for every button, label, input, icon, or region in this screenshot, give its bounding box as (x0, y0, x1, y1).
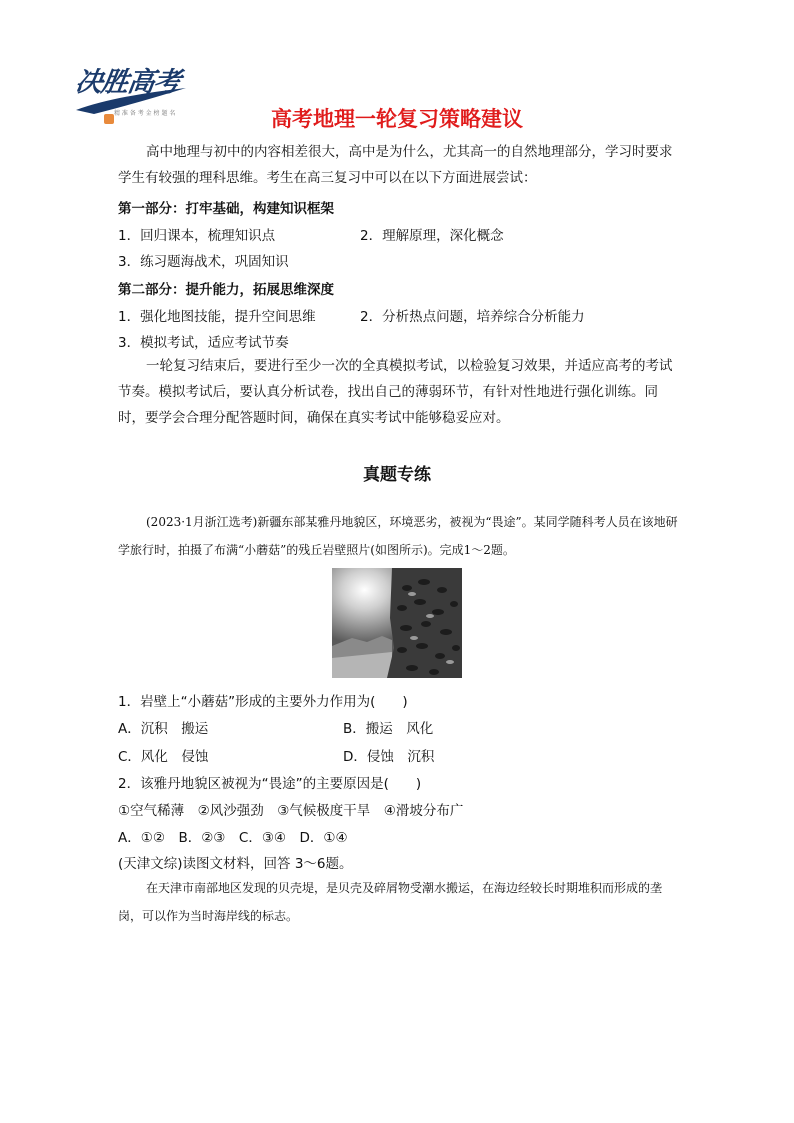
rock-wall-photo (332, 568, 462, 678)
passage-2: 在天津市南部地区发现的贝壳堤，是贝壳及碎屑物受潮水搬运，在海边经较长时期堆积而形成的垄岗，可以作为当时海岸线的标志。 (118, 881, 663, 923)
q1-option-b: B．搬运 风化 (343, 721, 434, 737)
part1-item-2: 2．理解原理，深化概念 (360, 228, 504, 244)
q2-options: A．①② B．②③ C．③④ D．①④ (118, 830, 348, 846)
q2-stem: 2．该雅丹地貌区被视为“畏途”的主要原因是( ) (118, 776, 422, 792)
part1-item-1: 1．回归课本，梳理知识点 (118, 228, 276, 244)
part1-item-3: 3．练习题海战术，巩固知识 (118, 254, 289, 270)
q2-statements: ①空气稀薄 ②风沙强劲 ③气候极度干旱 ④滑坡分布广 (118, 803, 464, 819)
part2-item-1: 1．强化地图技能，提升空间思维 (118, 309, 316, 325)
part2-heading: 第二部分：提升能力，拓展思维深度 (118, 282, 334, 298)
part1-heading: 第一部分：打牢基础，构建知识框架 (118, 201, 334, 217)
q1-option-d: D．侵蚀 沉积 (343, 749, 435, 765)
q1-stem: 1．岩壁上“小蘑菇”形成的主要外力作用为( ) (118, 694, 408, 710)
rock-wall-image (332, 568, 462, 678)
conclusion-paragraph: 一轮复习结束后，要进行至少一次的全真模拟考试，以检验复习效果，并适应高考的考试节奏。模拟考试后，要认真分析试卷，找出自己的薄弱环节，有针对性地进行强化训练。同时，要学会合理分配答题时间，确保在真实考试中能够稳妥应对。 (118, 358, 673, 426)
section-title: 真题专练 (363, 465, 431, 485)
passage-1: (2023·1月浙江选考)新疆东部某雅丹地貌区，环境恶劣，被视为“畏途”。某同学随科考人员在该地研学旅行时，拍摄了布满“小蘑菇”的残丘岩壁照片(如图所示)。完成1～2题。 (118, 515, 678, 557)
q1-option-c: C．风化 侵蚀 (118, 749, 209, 765)
q1-option-a: A．沉积 搬运 (118, 721, 209, 737)
intro-2: (天津文综)读图文材料，回答 3～6题。 (118, 856, 353, 872)
part2-item-2: 2．分析热点问题，培养综合分析能力 (360, 309, 585, 325)
page-title: 高考地理一轮复习策略建议 (271, 107, 523, 131)
logo-text: 决胜高考 (73, 67, 182, 98)
part2-item-3: 3．模拟考试，适应考试节奏 (118, 335, 289, 351)
logo-subtext: 精 准 备 考 金 榜 题 名 (114, 110, 176, 117)
intro-paragraph: 高中地理与初中的内容相差很大，高中是为什么，尤其高一的自然地理部分，学习时要求学生有较强的理科思维。考生在高三复习中可以在以下方面进展尝试： (118, 144, 673, 186)
